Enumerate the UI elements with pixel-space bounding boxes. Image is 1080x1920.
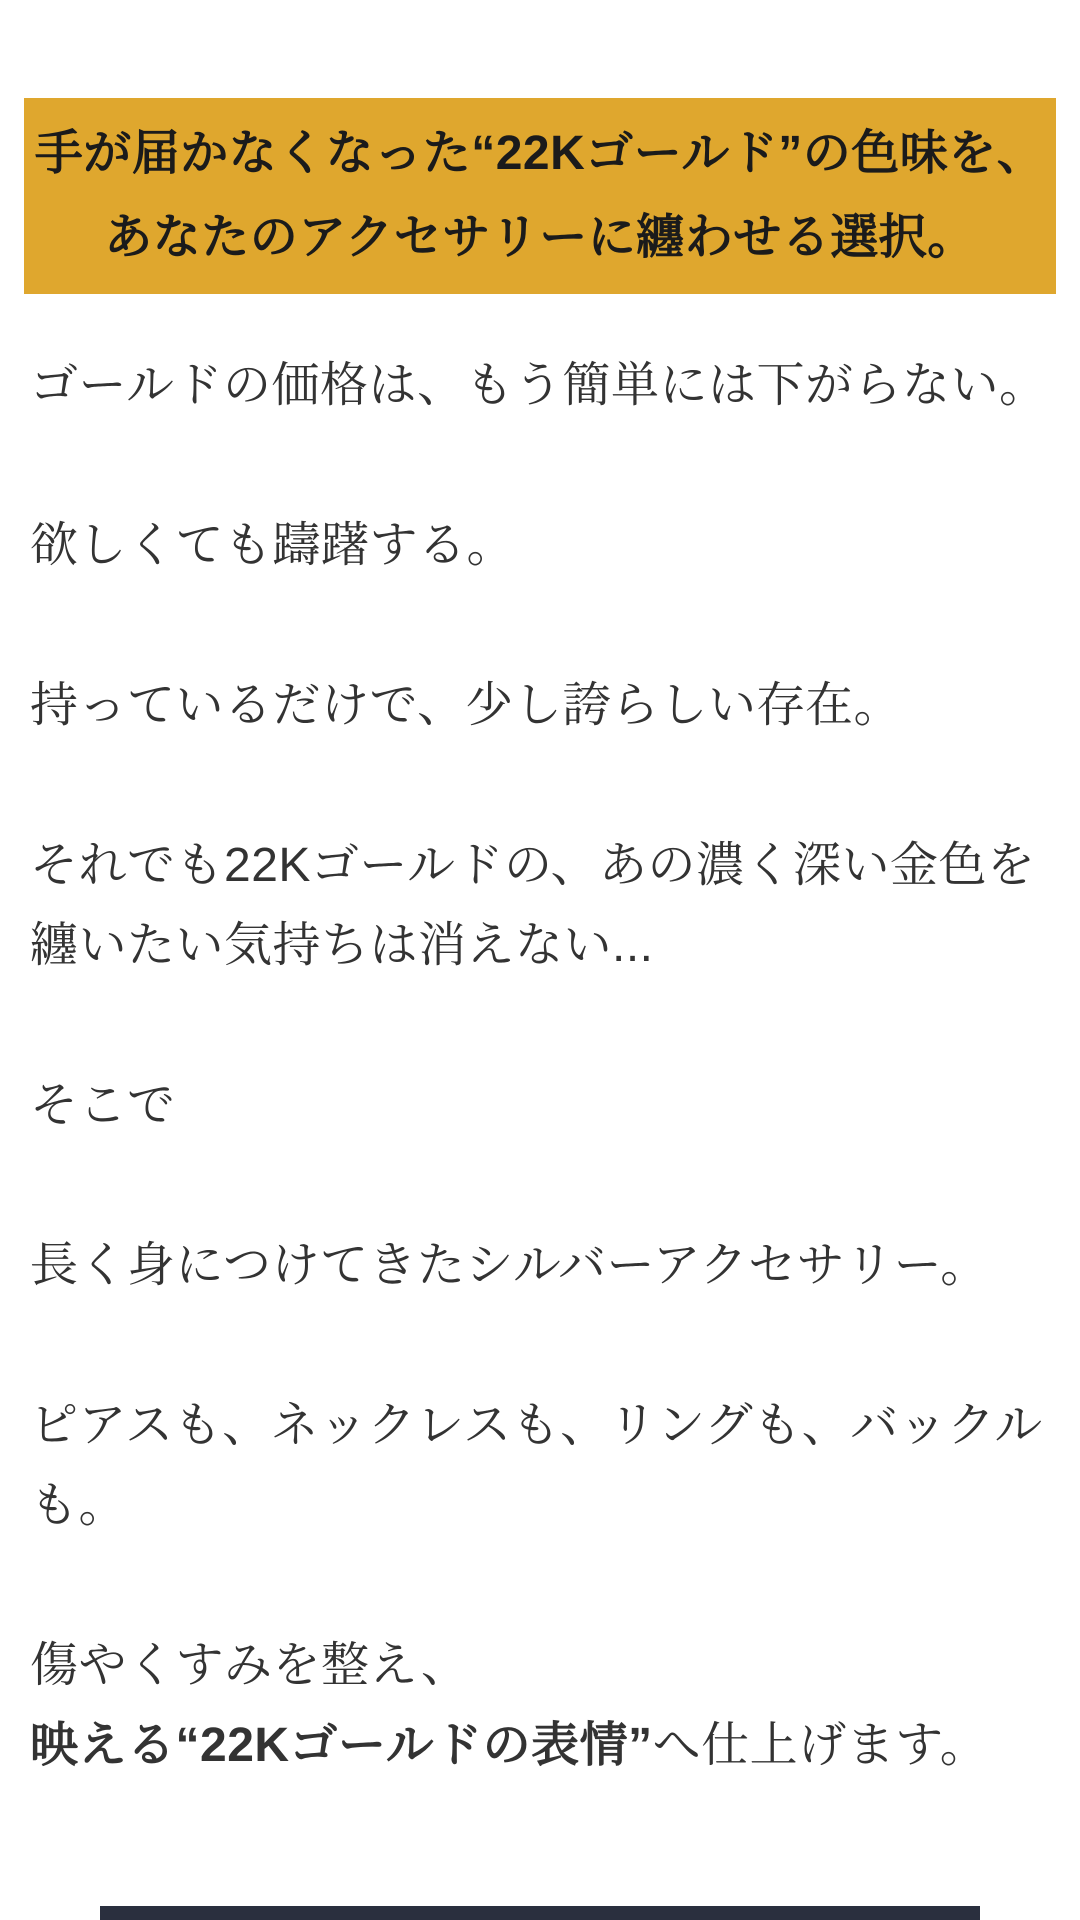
body-text: も。 xyxy=(30,1479,128,1532)
paragraph xyxy=(30,506,1050,586)
paragraph xyxy=(30,1066,1050,1146)
paragraph-line xyxy=(30,826,1050,906)
body-text: 傷やくすみを整え、 xyxy=(30,1639,470,1692)
paragraph xyxy=(30,666,1050,746)
paragraph-line xyxy=(30,906,1050,986)
body-text: そこで xyxy=(30,1079,176,1132)
paragraph xyxy=(30,1386,1050,1546)
headline-line-2: あなたのアクセサリーに纏わせる選択。 xyxy=(104,211,976,264)
next-section-top-edge xyxy=(100,1906,980,1920)
paragraph-line xyxy=(30,1226,1050,1306)
body-text: 欲しくても躊躇する。 xyxy=(30,519,516,572)
body-text: 纏いたい気持ちは消えない... xyxy=(30,919,654,972)
body-text: ピアスも、ネックレスも、リングも、バックル xyxy=(30,1399,1043,1452)
paragraph xyxy=(30,346,1050,426)
headline-line-1: 手が届かなくなった“22Kゴールド”の色味を、 xyxy=(34,127,1046,180)
paragraph-line xyxy=(30,1706,1050,1786)
paragraph-line xyxy=(30,506,1050,586)
emphasized-text: 映える“22Kゴールドの表情” xyxy=(30,1719,653,1772)
paragraph-line xyxy=(30,1626,1050,1706)
body-text: 長く身につけてきたシルバーアクセサリー。 xyxy=(30,1239,989,1292)
body-text: 持っているだけで、少し誇らしい存在。 xyxy=(30,679,903,732)
paragraph-line xyxy=(30,346,1050,426)
paragraph xyxy=(30,826,1050,986)
article-body xyxy=(30,346,1050,1786)
body-text: へ仕上げます。 xyxy=(652,1719,989,1772)
body-text: ゴールドの価格は、もう簡単には下がらない。 xyxy=(30,359,1048,412)
paragraph-line xyxy=(30,1066,1050,1146)
body-text: それでも22Kゴールドの、あの濃く深い金色を xyxy=(30,839,1036,892)
paragraph-line xyxy=(30,1386,1050,1466)
headline-banner xyxy=(24,98,1056,294)
paragraph-line xyxy=(30,1466,1050,1546)
paragraph-line xyxy=(30,666,1050,746)
paragraph xyxy=(30,1626,1050,1786)
paragraph xyxy=(30,1226,1050,1306)
